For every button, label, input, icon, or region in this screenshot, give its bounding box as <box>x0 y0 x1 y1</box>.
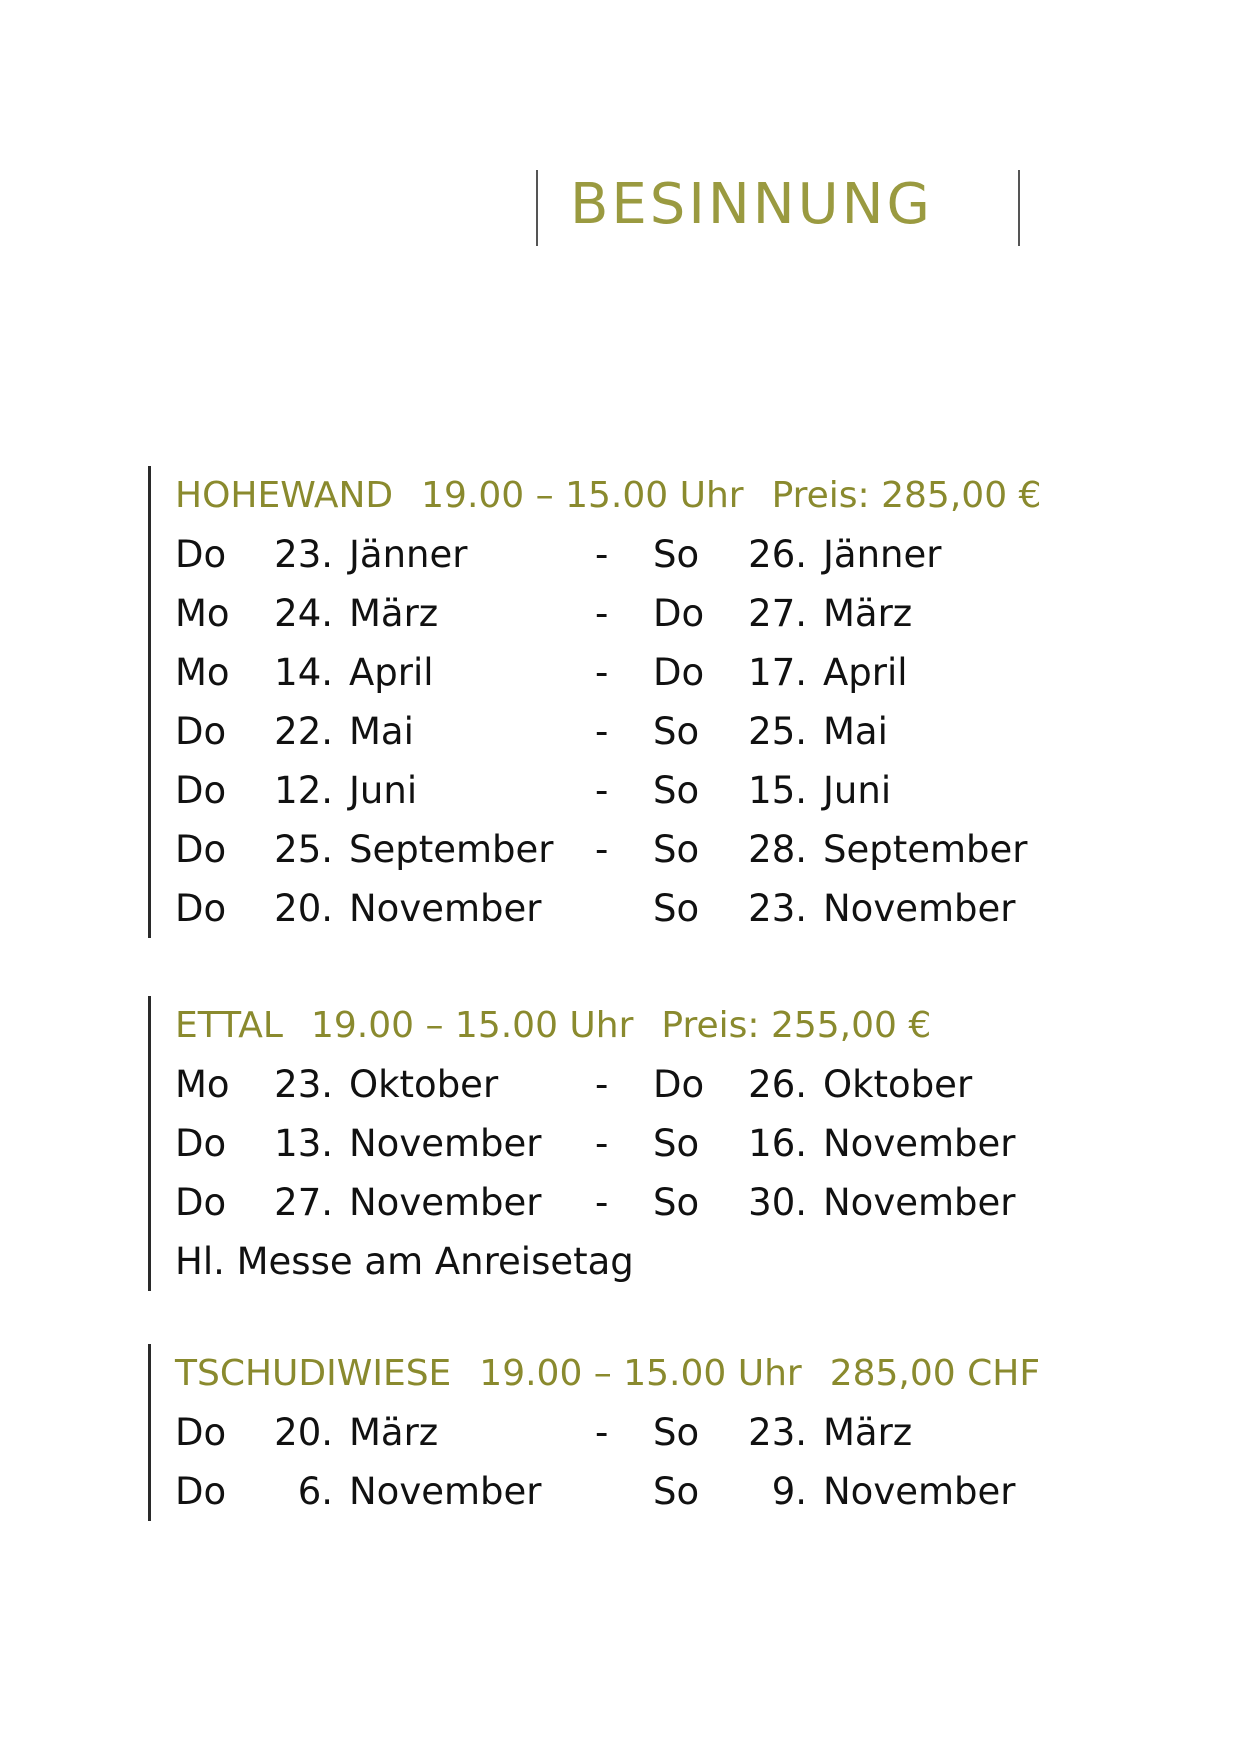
end-date: 27. <box>748 592 807 635</box>
end-month: November <box>823 1470 1016 1513</box>
end-day: So <box>653 1122 700 1165</box>
range-dash: - <box>595 651 609 694</box>
range-dash: - <box>595 769 609 812</box>
end-date: 28. <box>748 828 807 871</box>
date-row <box>175 584 1069 643</box>
logo-text: BESINNUNG <box>570 172 933 237</box>
section-heading <box>175 1344 1068 1403</box>
start-date: 23. <box>274 533 333 576</box>
end-day: So <box>653 710 700 753</box>
date-row <box>175 1462 1068 1521</box>
end-day: So <box>653 533 700 576</box>
start-day: Mo <box>175 651 230 694</box>
section-place: ETTAL <box>175 1005 283 1046</box>
start-month: November <box>349 887 542 930</box>
end-month: November <box>823 1122 1016 1165</box>
end-day: So <box>653 828 700 871</box>
date-row <box>175 1403 1068 1462</box>
start-month: September <box>349 828 554 871</box>
end-month: November <box>823 1181 1016 1224</box>
start-month: November <box>349 1470 542 1513</box>
start-month: März <box>349 1411 439 1454</box>
start-day: Mo <box>175 1063 230 1106</box>
section-time: 19.00 – 15.00 Uhr <box>310 1005 634 1046</box>
date-row <box>175 702 1069 761</box>
range-dash: - <box>595 1181 609 1224</box>
date-row <box>175 761 1069 820</box>
end-month: September <box>823 828 1028 871</box>
start-day: Do <box>175 887 227 930</box>
logo <box>536 170 1026 248</box>
section-time: 19.00 – 15.00 Uhr <box>479 1353 802 1394</box>
end-day: Do <box>653 592 705 635</box>
end-month: Mai <box>823 710 888 753</box>
logo-right-bar <box>1018 170 1020 246</box>
start-day: Do <box>175 710 227 753</box>
end-day: Do <box>653 651 705 694</box>
section-time: 19.00 – 15.00 Uhr <box>421 475 744 516</box>
date-row <box>175 1114 1016 1173</box>
end-month: Jänner <box>823 533 942 576</box>
start-date: 20. <box>274 1411 333 1454</box>
end-date: 23. <box>748 1411 807 1454</box>
start-date: 13. <box>274 1122 333 1165</box>
end-date: 26. <box>748 533 807 576</box>
start-date: 6. <box>297 1470 333 1513</box>
start-month: April <box>349 651 434 694</box>
range-dash: - <box>595 1122 609 1165</box>
date-row <box>175 820 1069 879</box>
start-date: 14. <box>274 651 333 694</box>
start-day: Mo <box>175 592 230 635</box>
end-day: So <box>653 1411 700 1454</box>
end-month: März <box>823 592 913 635</box>
start-date: 24. <box>274 592 333 635</box>
start-month: Jänner <box>349 533 468 576</box>
logo-left-bar <box>536 170 538 246</box>
end-day: So <box>653 769 700 812</box>
end-date: 9. <box>771 1470 807 1513</box>
end-day: So <box>653 1470 700 1513</box>
start-month: Oktober <box>349 1063 499 1106</box>
end-day: Do <box>653 1063 705 1106</box>
start-day: Do <box>175 1122 227 1165</box>
end-date: 23. <box>748 887 807 930</box>
start-day: Do <box>175 533 227 576</box>
start-month: Mai <box>349 710 414 753</box>
end-month: November <box>823 887 1016 930</box>
start-day: Do <box>175 1181 227 1224</box>
end-date: 15. <box>748 769 807 812</box>
start-month: November <box>349 1181 542 1224</box>
date-row <box>175 1173 1016 1232</box>
date-row <box>175 879 1069 938</box>
section-price: Preis: 285,00 € <box>771 475 1042 516</box>
end-day: So <box>653 1181 700 1224</box>
end-date: 25. <box>748 710 807 753</box>
date-row <box>175 1055 973 1114</box>
date-row <box>175 525 1069 584</box>
section-price: Preis: 255,00 € <box>661 1005 932 1046</box>
end-date: 17. <box>748 651 807 694</box>
end-month: März <box>823 1411 913 1454</box>
section-place: TSCHUDIWIESE <box>175 1353 452 1394</box>
range-dash: - <box>595 592 609 635</box>
end-day: So <box>653 887 700 930</box>
range-dash: - <box>595 1063 609 1106</box>
start-date: 22. <box>274 710 333 753</box>
range-dash: - <box>595 828 609 871</box>
start-date: 25. <box>274 828 333 871</box>
start-date: 20. <box>274 887 333 930</box>
start-month: März <box>349 592 439 635</box>
start-month: November <box>349 1122 542 1165</box>
start-date: 12. <box>274 769 333 812</box>
date-row <box>175 643 1069 702</box>
end-date: 30. <box>748 1181 807 1224</box>
section-heading <box>175 466 1069 525</box>
range-dash: - <box>595 1411 609 1454</box>
range-dash: - <box>595 710 609 753</box>
end-date: 16. <box>748 1122 807 1165</box>
section-hohewand <box>148 466 1069 938</box>
section-price: 285,00 CHF <box>829 1353 1041 1394</box>
end-date: 26. <box>748 1063 807 1106</box>
section-ettal <box>148 996 1016 1291</box>
section-heading <box>175 996 959 1055</box>
section-note: Hl. Messe am Anreisetag <box>175 1240 634 1283</box>
start-date: 23. <box>274 1063 333 1106</box>
start-date: 27. <box>274 1181 333 1224</box>
start-month: Juni <box>349 769 418 812</box>
start-day: Do <box>175 1470 227 1513</box>
section-tschudiwiese <box>148 1344 1068 1521</box>
end-month: Juni <box>823 769 892 812</box>
start-day: Do <box>175 828 227 871</box>
start-day: Do <box>175 769 227 812</box>
range-dash: - <box>595 533 609 576</box>
end-month: April <box>823 651 908 694</box>
section-place: HOHEWAND <box>175 475 394 516</box>
start-day: Do <box>175 1411 227 1454</box>
end-month: Oktober <box>823 1063 973 1106</box>
